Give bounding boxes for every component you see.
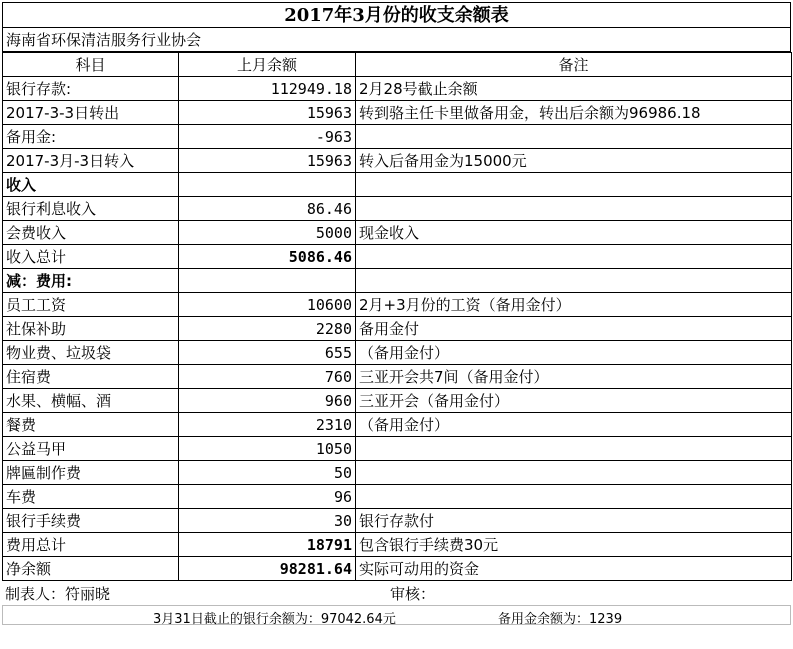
row-remark: 实际可动用的资金 bbox=[356, 557, 792, 581]
table-row bbox=[3, 269, 792, 293]
row-amount: 18791 bbox=[179, 533, 356, 557]
row-remark bbox=[356, 485, 792, 509]
table-row bbox=[3, 485, 792, 509]
row-amount: 5086.46 bbox=[179, 245, 356, 269]
table-row bbox=[3, 461, 792, 485]
row-remark: 包含银行手续费30元 bbox=[356, 533, 792, 557]
row-subject: 银行手续费 bbox=[3, 509, 179, 533]
table-row bbox=[3, 245, 792, 269]
row-remark: （备用金付） bbox=[356, 341, 792, 365]
signature-row bbox=[2, 581, 791, 605]
row-amount: 1050 bbox=[179, 437, 356, 461]
table-row bbox=[3, 437, 792, 461]
row-remark: 2月28号截止余额 bbox=[356, 77, 792, 101]
row-amount: 50 bbox=[179, 461, 356, 485]
row-subject: 银行利息收入 bbox=[3, 197, 179, 221]
row-remark bbox=[356, 125, 792, 149]
preparer-label: 制表人：符丽晓 bbox=[5, 585, 111, 603]
header-subject: 科目 bbox=[3, 53, 179, 77]
table-row bbox=[3, 365, 792, 389]
row-subject: 社保补助 bbox=[3, 317, 179, 341]
row-subject: 收入 bbox=[3, 173, 179, 197]
row-remark: 2月+3月份的工资（备用金付） bbox=[356, 293, 792, 317]
table-row bbox=[3, 413, 792, 437]
row-remark bbox=[356, 461, 792, 485]
row-subject: 净余额 bbox=[3, 557, 179, 581]
table-row bbox=[3, 317, 792, 341]
table-row bbox=[3, 533, 792, 557]
ledger-table bbox=[2, 52, 792, 581]
reviewer-label: 审核： bbox=[390, 585, 436, 603]
row-subject: 餐费 bbox=[3, 413, 179, 437]
row-amount: 86.46 bbox=[179, 197, 356, 221]
row-remark bbox=[356, 437, 792, 461]
sheet-title: 2017年3月份的收支余额表 bbox=[2, 2, 791, 28]
row-amount bbox=[179, 173, 356, 197]
row-amount: 2280 bbox=[179, 317, 356, 341]
header-remark: 备注 bbox=[356, 53, 792, 77]
row-remark: 转入后备用金为15000元 bbox=[356, 149, 792, 173]
table-row bbox=[3, 557, 792, 581]
row-remark bbox=[356, 173, 792, 197]
row-subject: 2017-3-3日转出 bbox=[3, 101, 179, 125]
row-subject: 减：费用: bbox=[3, 269, 179, 293]
row-remark bbox=[356, 269, 792, 293]
row-amount: 30 bbox=[179, 509, 356, 533]
row-subject: 银行存款: bbox=[3, 77, 179, 101]
row-amount: 655 bbox=[179, 341, 356, 365]
row-amount: 15963 bbox=[179, 101, 356, 125]
row-amount: -963 bbox=[179, 125, 356, 149]
table-row bbox=[3, 221, 792, 245]
table-row bbox=[3, 77, 792, 101]
row-subject: 牌匾制作费 bbox=[3, 461, 179, 485]
row-subject: 车费 bbox=[3, 485, 179, 509]
row-subject: 备用金: bbox=[3, 125, 179, 149]
row-subject: 公益马甲 bbox=[3, 437, 179, 461]
bank-balance-note: 3月31日截止的银行余额为：97042.64元 bbox=[153, 612, 396, 627]
row-remark: 银行存款付 bbox=[356, 509, 792, 533]
row-amount: 2310 bbox=[179, 413, 356, 437]
table-row bbox=[3, 509, 792, 533]
table-row bbox=[3, 125, 792, 149]
table-row bbox=[3, 173, 792, 197]
header-row bbox=[3, 53, 792, 77]
row-subject: 物业费、垃圾袋 bbox=[3, 341, 179, 365]
table-row bbox=[3, 389, 792, 413]
row-amount: 5000 bbox=[179, 221, 356, 245]
row-remark bbox=[356, 245, 792, 269]
row-subject: 住宿费 bbox=[3, 365, 179, 389]
row-remark: 三亚开会（备用金付） bbox=[356, 389, 792, 413]
balance-summary-row bbox=[2, 605, 791, 625]
reserve-balance-note: 备用金余额为：1239 bbox=[498, 612, 623, 627]
table-row bbox=[3, 101, 792, 125]
row-amount: 112949.18 bbox=[179, 77, 356, 101]
row-remark: 三亚开会共7间（备用金付） bbox=[356, 365, 792, 389]
row-remark: （备用金付） bbox=[356, 413, 792, 437]
table-row bbox=[3, 293, 792, 317]
table-row bbox=[3, 197, 792, 221]
row-subject: 2017-3月-3日转入 bbox=[3, 149, 179, 173]
table-row bbox=[3, 149, 792, 173]
header-amount: 上月余额 bbox=[179, 53, 356, 77]
row-amount: 10600 bbox=[179, 293, 356, 317]
row-subject: 费用总计 bbox=[3, 533, 179, 557]
row-amount: 760 bbox=[179, 365, 356, 389]
row-subject: 员工工资 bbox=[3, 293, 179, 317]
ledger-sheet bbox=[2, 2, 791, 625]
row-amount: 96 bbox=[179, 485, 356, 509]
row-subject: 会费收入 bbox=[3, 221, 179, 245]
row-remark: 备用金付 bbox=[356, 317, 792, 341]
row-amount: 15963 bbox=[179, 149, 356, 173]
table-row bbox=[3, 341, 792, 365]
row-amount: 98281.64 bbox=[179, 557, 356, 581]
organization-name: 海南省环保清洁服务行业协会 bbox=[2, 28, 791, 52]
row-amount: 960 bbox=[179, 389, 356, 413]
row-subject: 水果、横幅、酒 bbox=[3, 389, 179, 413]
row-remark bbox=[356, 197, 792, 221]
row-remark: 现金收入 bbox=[356, 221, 792, 245]
row-remark: 转到骆主任卡里做备用金，转出后余额为96986.18 bbox=[356, 101, 792, 125]
row-amount bbox=[179, 269, 356, 293]
row-subject: 收入总计 bbox=[3, 245, 179, 269]
